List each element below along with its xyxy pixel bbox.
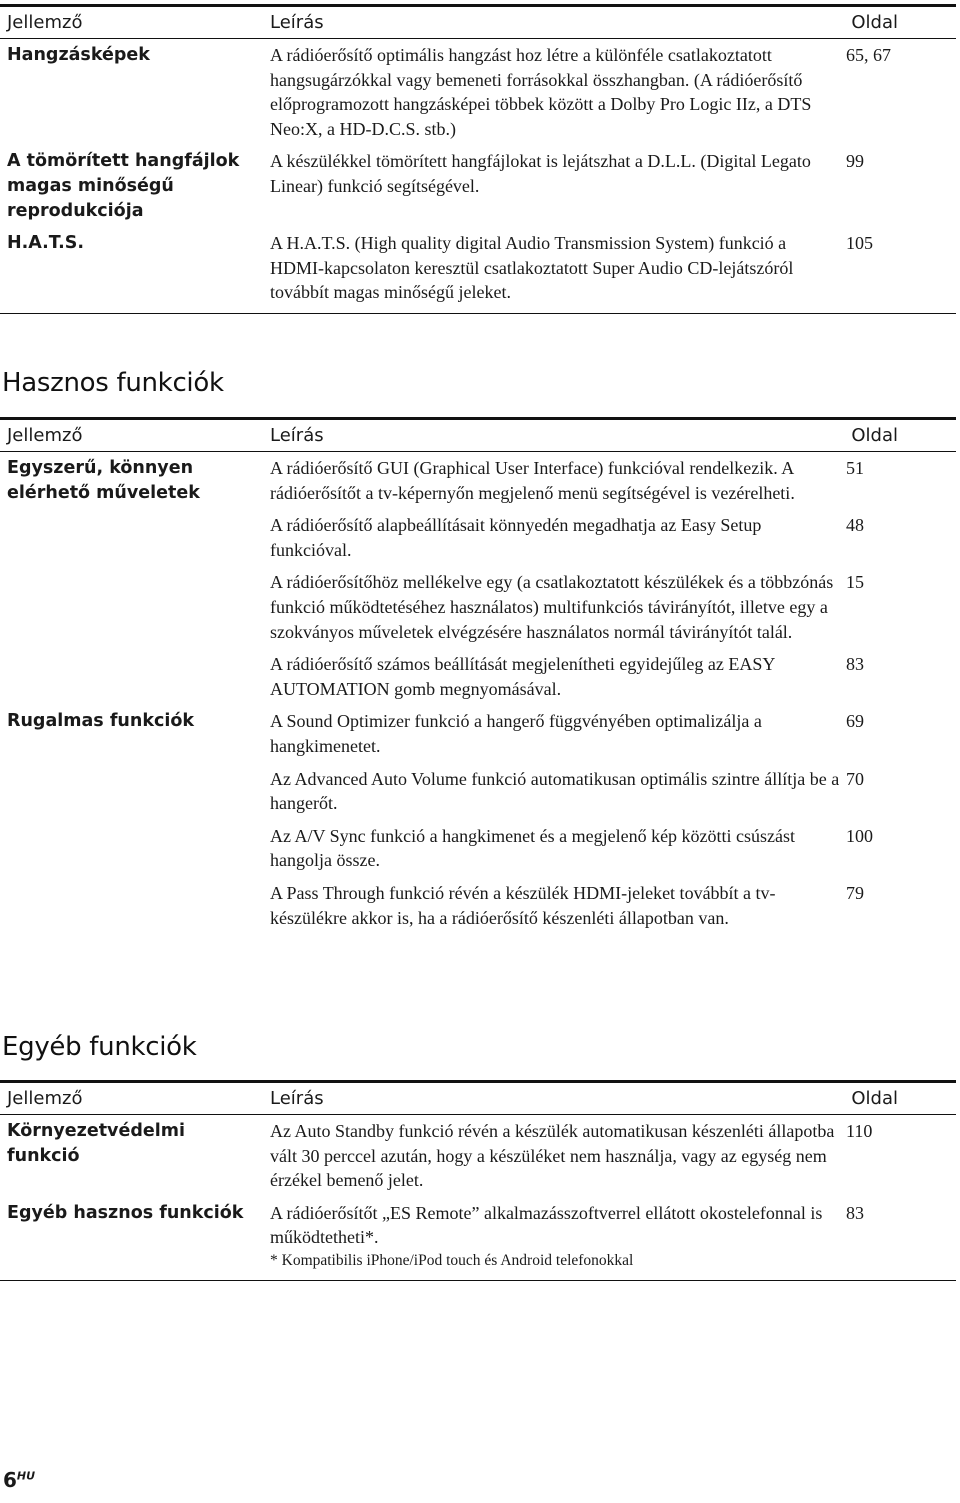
row-page: 105 <box>841 227 956 313</box>
row-page: 51 <box>846 458 864 478</box>
header-page: Oldal <box>841 6 956 39</box>
row-page: 110 <box>846 1121 873 1141</box>
row-feature: Környezetvédelmi funkció <box>7 1121 185 1166</box>
row-page: 15 <box>846 572 864 593</box>
row-feature: Egyéb hasznos funkciók <box>0 1197 263 1281</box>
row-feature: Rugalmas funkciók <box>7 711 195 732</box>
table-header <box>0 1082 956 1115</box>
header-feature: Jellemző <box>0 419 263 452</box>
table-row <box>0 145 956 227</box>
header-page: Oldal <box>841 1082 956 1115</box>
row-description: A rádióerősítő számos beállítását megjelenítheti egyidejűleg az EASY AUTOMATION gomb megnyomásával. <box>270 654 775 699</box>
row-description: Az A/V Sync funkció a hangkimenet és a megjelenő kép közötti csúszást hangolja össze. <box>270 825 796 871</box>
features-table-3 <box>0 1080 956 1281</box>
row-description: A Pass Through funkció révén a készülék HDMI-jeleket továbbít a tv-készülékre akkor is, ha a rádióerősítő készenléti állapotban van. <box>270 882 776 928</box>
table-row <box>0 1115 956 1197</box>
row-description: Az Auto Standby funkció révén a készülék automatikusan készenléti állapotba vált 30 perccel azután, hogy a készüléket nem használja, vagy az egység nem érzékel bemenő jelet. <box>270 1121 835 1191</box>
section-title-useful-functions: Hasznos funkciók <box>2 368 224 398</box>
row-page: 70 <box>846 768 864 789</box>
header-description: Leírás <box>263 1082 841 1115</box>
page-number-value: 6 <box>3 1468 17 1492</box>
row-page: 83 <box>846 654 864 675</box>
row-page: 100 <box>846 825 873 846</box>
table-row <box>0 227 956 313</box>
row-feature: A tömörített hangfájlok magas minőségű reprodukciója <box>7 151 240 221</box>
row-description: A Sound Optimizer funkció a hangerő függvényében optimalizálja a hangkimenetet. <box>270 711 762 756</box>
table-header <box>0 419 956 452</box>
row-page: 83 <box>841 1197 956 1281</box>
row-page: 79 <box>846 882 864 903</box>
row-description-cell <box>263 1197 841 1281</box>
language-code: HU <box>16 1469 36 1483</box>
row-feature: Hangzásképek <box>7 45 150 65</box>
row-description: A rádióerősítő optimális hangzást hoz létre a különféle csatlakoztatott hangsugárzókkal vagy bemeneti forrásokkal összhangban. (A rádióerősítő előprogramozott hangzásképei többek között a Dolby Pro Logic IIz, a DTS Neo:X, a HD-D.C.S. stb.) <box>270 45 812 139</box>
page-number <box>3 1468 35 1492</box>
header-description: Leírás <box>263 419 841 452</box>
row-description: A rádióerősítő GUI (Graphical User Interface) funkcióval rendelkezik. A rádióerősítőt a tv-képernyőn megjelenő menü segítségével is vezérelheti. <box>270 458 795 503</box>
features-table-1 <box>0 4 956 314</box>
row-feature: Egyszerű, könnyen elérhető műveletek <box>7 458 200 503</box>
row-page: 69 <box>846 711 864 732</box>
table-row <box>0 39 956 146</box>
table-header <box>0 6 956 39</box>
table-row <box>0 705 956 762</box>
row-description: A készülékkel tömörített hangfájlokat is lejátszhat a D.L.L. (Digital Legato Linear) funkció segítségével. <box>270 151 811 196</box>
row-feature: H.A.T.S. <box>0 227 263 313</box>
row-description: A rádióerősítő alapbeállításait könnyedén megadhatja az Easy Setup funkcióval. <box>270 515 762 560</box>
header-description: Leírás <box>263 6 841 39</box>
row-description: A H.A.T.S. (High quality digital Audio Transmission System) funkció a HDMI-kapcsolaton keresztül csatlakoztatott Super Audio CD-lejátszóról továbbít magas minőségű jeleket. <box>263 227 841 313</box>
table-row <box>0 452 956 510</box>
row-description: A rádióerősítőt „ES Remote” alkalmazásszoftverrel ellátott okostelefonnal is működtetheti*. <box>270 1202 823 1248</box>
header-feature: Jellemző <box>0 6 263 39</box>
row-page: 65, 67 <box>846 45 891 65</box>
row-page: 99 <box>846 151 864 172</box>
row-description: Az Advanced Auto Volume funkció automatikusan optimális szintre állítja be a hangerőt. <box>270 768 840 814</box>
section-title-other-functions: Egyéb funkciók <box>2 1032 197 1062</box>
row-description: A rádióerősítőhöz mellékelve egy (a csatlakoztatott készülékek és a többzónás funkció működtetéséhez használatos) multifunkciós távirányítót, illetve egy a szokványos műveletek elvégzésére használatos normál távirányítót talál. <box>270 572 834 642</box>
footnote: * Kompatibilis iPhone/iPod touch és Android telefonokkal <box>270 1251 634 1269</box>
header-feature: Jellemző <box>0 1082 263 1115</box>
table-row <box>0 1197 956 1281</box>
header-page: Oldal <box>841 419 956 452</box>
row-page: 48 <box>846 515 864 536</box>
features-table-2 <box>0 417 956 934</box>
